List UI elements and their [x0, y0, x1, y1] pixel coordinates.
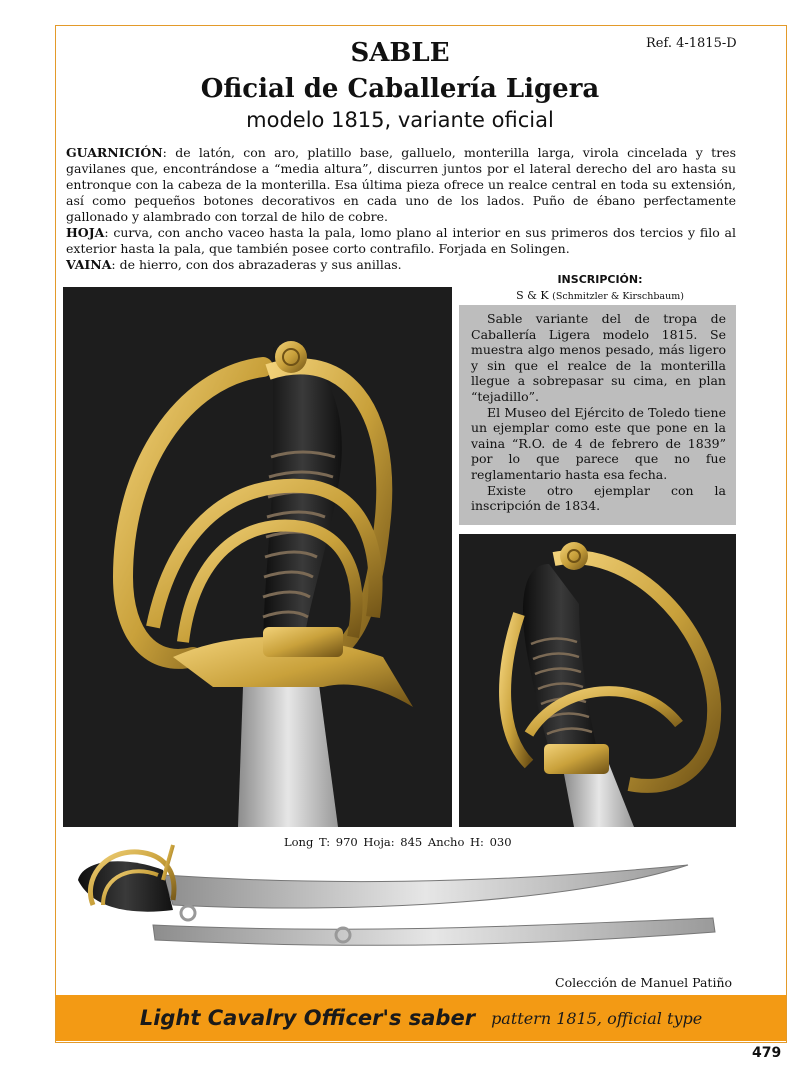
measurements: Long T: 970 Hoja: 845 Ancho H: 030: [284, 835, 512, 849]
model-variant: modelo 1815, variante oficial: [246, 108, 554, 132]
hilt-photo-secondary: [459, 534, 736, 827]
page-subtitle: Oficial de Caballería Ligera: [200, 74, 600, 104]
hoja-text: : curva, con ancho vaceo hasta la pala, lomo plano al interior en sus primeros dos tercios y filo al exterior hasta la pala, que también posee corto contrafilo. Forjada en Solingen.: [66, 225, 736, 256]
saber-and-scabbard-photo: [63, 840, 743, 980]
reference-number: Ref. 4-1815-D: [646, 36, 737, 51]
description: [66, 145, 736, 273]
hilt-photo-main: [63, 287, 452, 827]
banner-subtitle: pattern 1815, official type: [491, 1008, 703, 1028]
info-paragraph-1: Sable variante del de tropa de Caballería Ligera modelo 1815. Se muestra algo menos pesado, más ligero y sin que el realce de la monterilla llegue a sobrepasar su cima, en plan “tejadillo”.: [471, 311, 726, 404]
english-title-banner: [56, 995, 786, 1041]
guarnicion-text: : de latón, con aro, platillo base, galluelo, monterilla larga, virola cincelada y tres gavilanes que, encontrándose a “media altura”, discurren juntos por el lateral derecho del aro hasta su entronque con la cabeza de la monterilla. Esa última pieza ofrece un realce central en toda su extensión, así como pequeños botones decorativos en cada uno de los lados. Puño de ébano perfectamente gallonado y alambrado con torzal de hilo de cobre.: [66, 145, 736, 224]
hilt-main-illustration: [63, 287, 452, 827]
info-paragraph-2: El Museo del Ejército de Toledo tiene un ejemplar como este que pone en la vaina “R.O. de 4 de febrero de 1839” por lo que parece que no fue reglamentario hasta esa fecha.: [471, 404, 726, 482]
inscription-text: S & K: [516, 289, 549, 302]
page-title: SABLE: [350, 38, 450, 68]
info-paragraph-3: Existe otro ejemplar con la inscripción de 1834.: [471, 482, 726, 514]
inscription-heading: INSCRIPCIÓN:: [557, 273, 643, 286]
vaina-label: VAINA: [66, 257, 112, 272]
collection-credit: Colección de Manuel Patiño: [555, 975, 733, 990]
banner-title: Light Cavalry Officer's saber: [139, 1006, 476, 1030]
vaina-text: : de hierro, con dos abrazaderas y sus anillas.: [111, 257, 402, 272]
saber-illustration: [63, 840, 743, 980]
hoja-label: HOJA: [66, 225, 105, 240]
guarnicion-label: GUARNICIÓN: [66, 145, 163, 160]
page-number: 479: [752, 1045, 782, 1061]
hilt-secondary-illustration: [459, 534, 736, 827]
inscription: [460, 289, 740, 302]
info-box: [459, 305, 736, 525]
inscription-detail: (Schmitzler & Kirschbaum): [552, 291, 684, 302]
